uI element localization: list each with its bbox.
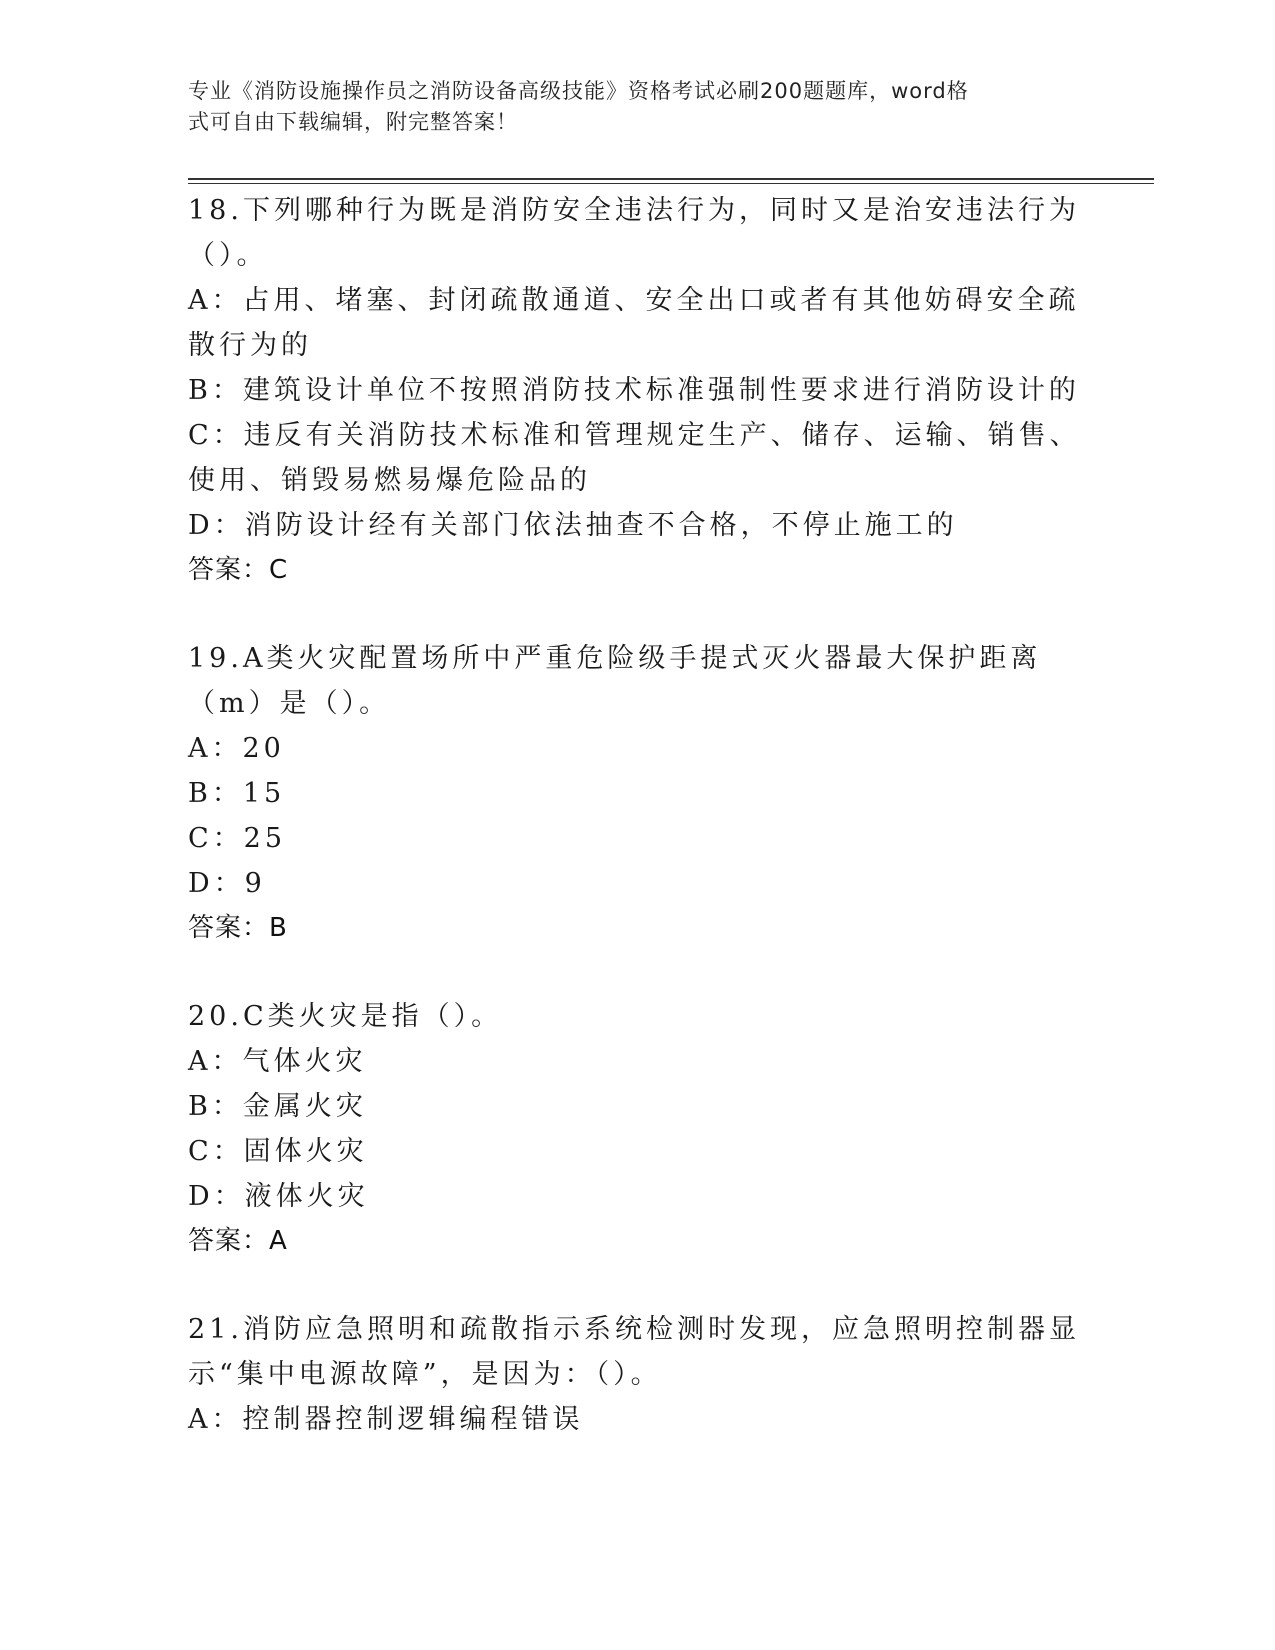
question-list <box>188 188 1088 1485</box>
question-stem: 20.C类火灾是指（）。 <box>188 1001 503 1032</box>
header-divider-thick <box>188 178 1154 180</box>
answer: 答案：A <box>188 1226 288 1256</box>
option-b: B：建筑设计单位不按照消防技术标准强制性要求进行消防设计的 <box>188 375 1080 406</box>
question-stem: 18.下列哪种行为既是消防安全违法行为，同时又是治安违法行为（）。 <box>188 195 1080 271</box>
header-line-2: 式可自由下载编辑，附完整答案！ <box>188 110 518 134</box>
option-b: B：金属火灾 <box>188 1091 367 1122</box>
question-stem: 21.消防应急照明和疏散指示系统检测时发现，应急照明控制器显示“集中电源故障”，是因为：（）。 <box>188 1314 1080 1390</box>
option-c: C：违反有关消防技术标准和管理规定生产、储存、运输、销售、使用、销毁易燃易爆危险品的 <box>188 420 1081 496</box>
option-d: D：消防设计经有关部门依法抽查不合格，不停止施工的 <box>188 510 958 541</box>
option-a: A：气体火灾 <box>188 1046 367 1077</box>
question-18 <box>188 188 1088 593</box>
header-divider-thin <box>188 183 1154 184</box>
option-c: C：固体火灾 <box>188 1136 368 1167</box>
option-c: C：25 <box>188 823 287 854</box>
question-21 <box>188 1307 1088 1442</box>
option-d: D：液体火灾 <box>188 1181 369 1212</box>
question-20 <box>188 994 1088 1264</box>
option-d: D：9 <box>188 868 266 899</box>
answer: 答案：C <box>188 555 289 585</box>
option-b: B：15 <box>188 778 286 809</box>
document-header <box>188 76 1068 138</box>
answer: 答案：B <box>188 913 288 943</box>
option-a: A：20 <box>188 733 285 764</box>
option-a: A：占用、堵塞、封闭疏散通道、安全出口或者有其他妨碍安全疏散行为的 <box>188 285 1080 361</box>
question-stem: 19.A类火灾配置场所中严重危险级手提式灭火器最大保护距离（m）是（）。 <box>188 643 1042 719</box>
option-a: A：控制器控制逻辑编程错误 <box>188 1404 584 1435</box>
question-19 <box>188 636 1088 951</box>
header-line-1: 专业《消防设施操作员之消防设备高级技能》资格考试必刷200题题库，word格 <box>188 79 969 103</box>
